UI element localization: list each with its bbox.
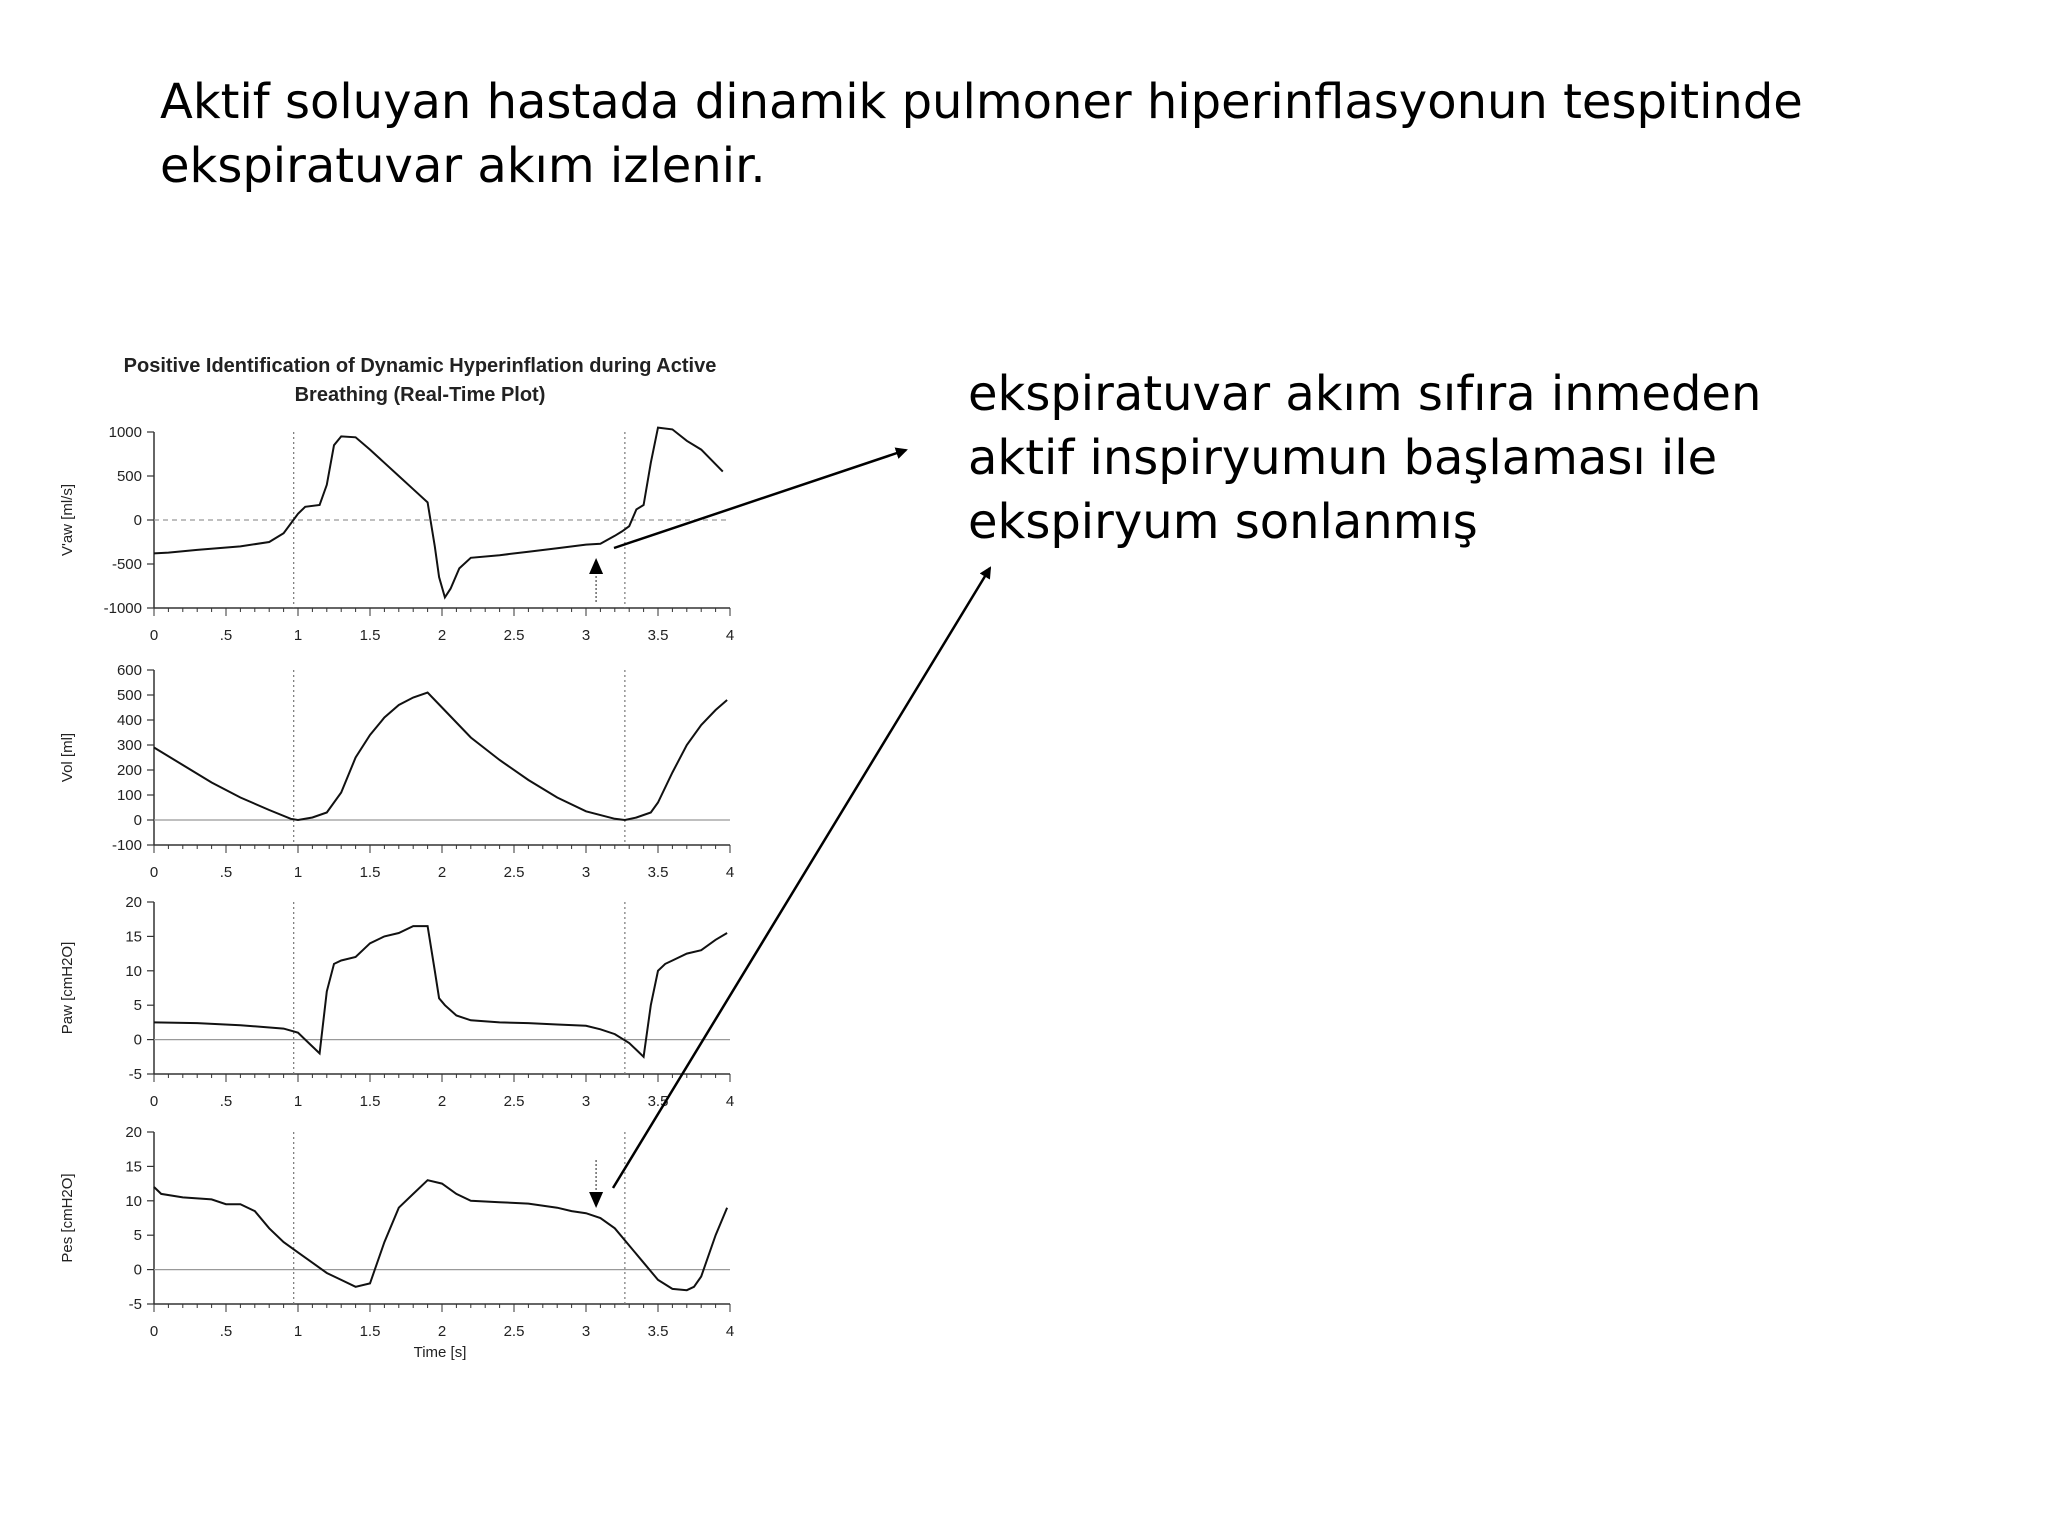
y-tick-label: -1000 — [103, 600, 142, 617]
y-tick-label: 1000 — [108, 424, 142, 441]
x-tick-label: .5 — [219, 1323, 233, 1340]
y-tick-label: -5 — [128, 1066, 142, 1083]
y-tick-label: 5 — [133, 997, 142, 1015]
y-tick-label: 20 — [125, 894, 142, 911]
y-tick-label: -100 — [111, 837, 142, 854]
y-tick-label: 600 — [116, 662, 142, 679]
y-tick-label: 100 — [116, 787, 142, 804]
x-tick-label: 3 — [581, 627, 591, 644]
chart-title-line-1: Positive Identification of Dynamic Hyperinflation during Active — [123, 355, 717, 377]
y-tick-label: 20 — [125, 1124, 142, 1141]
x-tick-label: 3 — [581, 864, 591, 881]
x-tick-label: 0 — [149, 864, 159, 881]
callout-arrow-lower — [613, 568, 990, 1188]
x-tick-label: 1 — [293, 1323, 303, 1340]
x-tick-label: 2.5 — [503, 1093, 525, 1110]
y-axis-label: V'aw [ml/s] — [59, 483, 76, 557]
x-tick-label: 2 — [437, 627, 447, 644]
x-tick-label: .5 — [219, 627, 233, 644]
x-tick-label: .5 — [219, 1093, 233, 1110]
x-tick-label: 2 — [437, 1323, 447, 1340]
y-tick-label: 5 — [133, 1227, 142, 1245]
y-axis-label: Pes [cmH2O] — [59, 1173, 76, 1263]
slide-title-line-2: ekspiratuvar akım izlenir. — [160, 138, 766, 194]
y-tick-label: 0 — [133, 1031, 142, 1049]
y-axis-label: Paw [cmH2O] — [59, 941, 76, 1035]
x-tick-label: 2.5 — [503, 627, 525, 644]
y-tick-label: 300 — [116, 737, 142, 754]
x-tick-label: 2 — [437, 1093, 447, 1110]
x-tick-label: 3.5 — [647, 1323, 669, 1340]
x-tick-label: 0 — [149, 627, 159, 644]
x-axis-label: Time [s] — [413, 1344, 467, 1361]
y-tick-label: 200 — [116, 762, 142, 779]
y-tick-label: 500 — [116, 687, 142, 704]
x-tick-label: 3 — [581, 1323, 591, 1340]
note-line-2: aktif inspiryumun başlaması ile — [968, 430, 1718, 486]
x-tick-label: 3.5 — [647, 1093, 669, 1110]
x-tick-label: 2.5 — [503, 864, 525, 881]
x-tick-label: 2.5 — [503, 1323, 525, 1340]
x-tick-label: 4 — [725, 864, 735, 881]
chart-title-line-2: Breathing (Real-Time Plot) — [294, 384, 546, 406]
x-tick-label: 4 — [725, 627, 735, 644]
x-tick-label: .5 — [219, 864, 233, 881]
x-tick-label: 3.5 — [647, 627, 669, 644]
x-tick-label: 0 — [149, 1093, 159, 1110]
x-tick-label: 2 — [437, 864, 447, 881]
x-tick-label: 0 — [149, 1323, 159, 1340]
y-tick-label: -5 — [128, 1296, 142, 1313]
callout-arrow-upper — [614, 450, 906, 548]
y-axis-label: Vol [ml] — [59, 732, 76, 783]
x-tick-label: 4 — [725, 1323, 735, 1340]
y-tick-label: 10 — [125, 962, 142, 980]
y-tick-label: 0 — [133, 1261, 142, 1279]
note-line-3: ekspiryum sonlanmış — [968, 494, 1478, 550]
slide-title-line-1: Aktif soluyan hastada dinamik pulmoner hiperinflasyonun tespitinde — [160, 74, 1803, 130]
y-tick-label: 10 — [125, 1192, 142, 1210]
x-tick-label: 1 — [293, 1093, 303, 1110]
note-line-1: ekspiratuvar akım sıfıra inmeden — [968, 366, 1762, 422]
x-tick-label: 1 — [293, 627, 303, 644]
x-tick-label: 3 — [581, 1093, 591, 1110]
x-tick-label: 1.5 — [359, 627, 381, 644]
y-tick-label: 15 — [125, 1158, 142, 1176]
x-tick-label: 3.5 — [647, 864, 669, 881]
x-tick-label: 1.5 — [359, 1323, 381, 1340]
y-tick-label: 0 — [133, 512, 142, 529]
x-tick-label: 1.5 — [359, 1093, 381, 1110]
x-tick-label: 4 — [725, 1093, 735, 1110]
x-tick-label: 1 — [293, 864, 303, 881]
x-tick-label: 1.5 — [359, 864, 381, 881]
y-tick-label: 0 — [133, 812, 142, 829]
y-tick-label: 500 — [116, 468, 142, 485]
y-tick-label: -500 — [111, 556, 142, 573]
y-tick-label: 15 — [125, 928, 142, 946]
y-tick-label: 400 — [116, 712, 142, 729]
